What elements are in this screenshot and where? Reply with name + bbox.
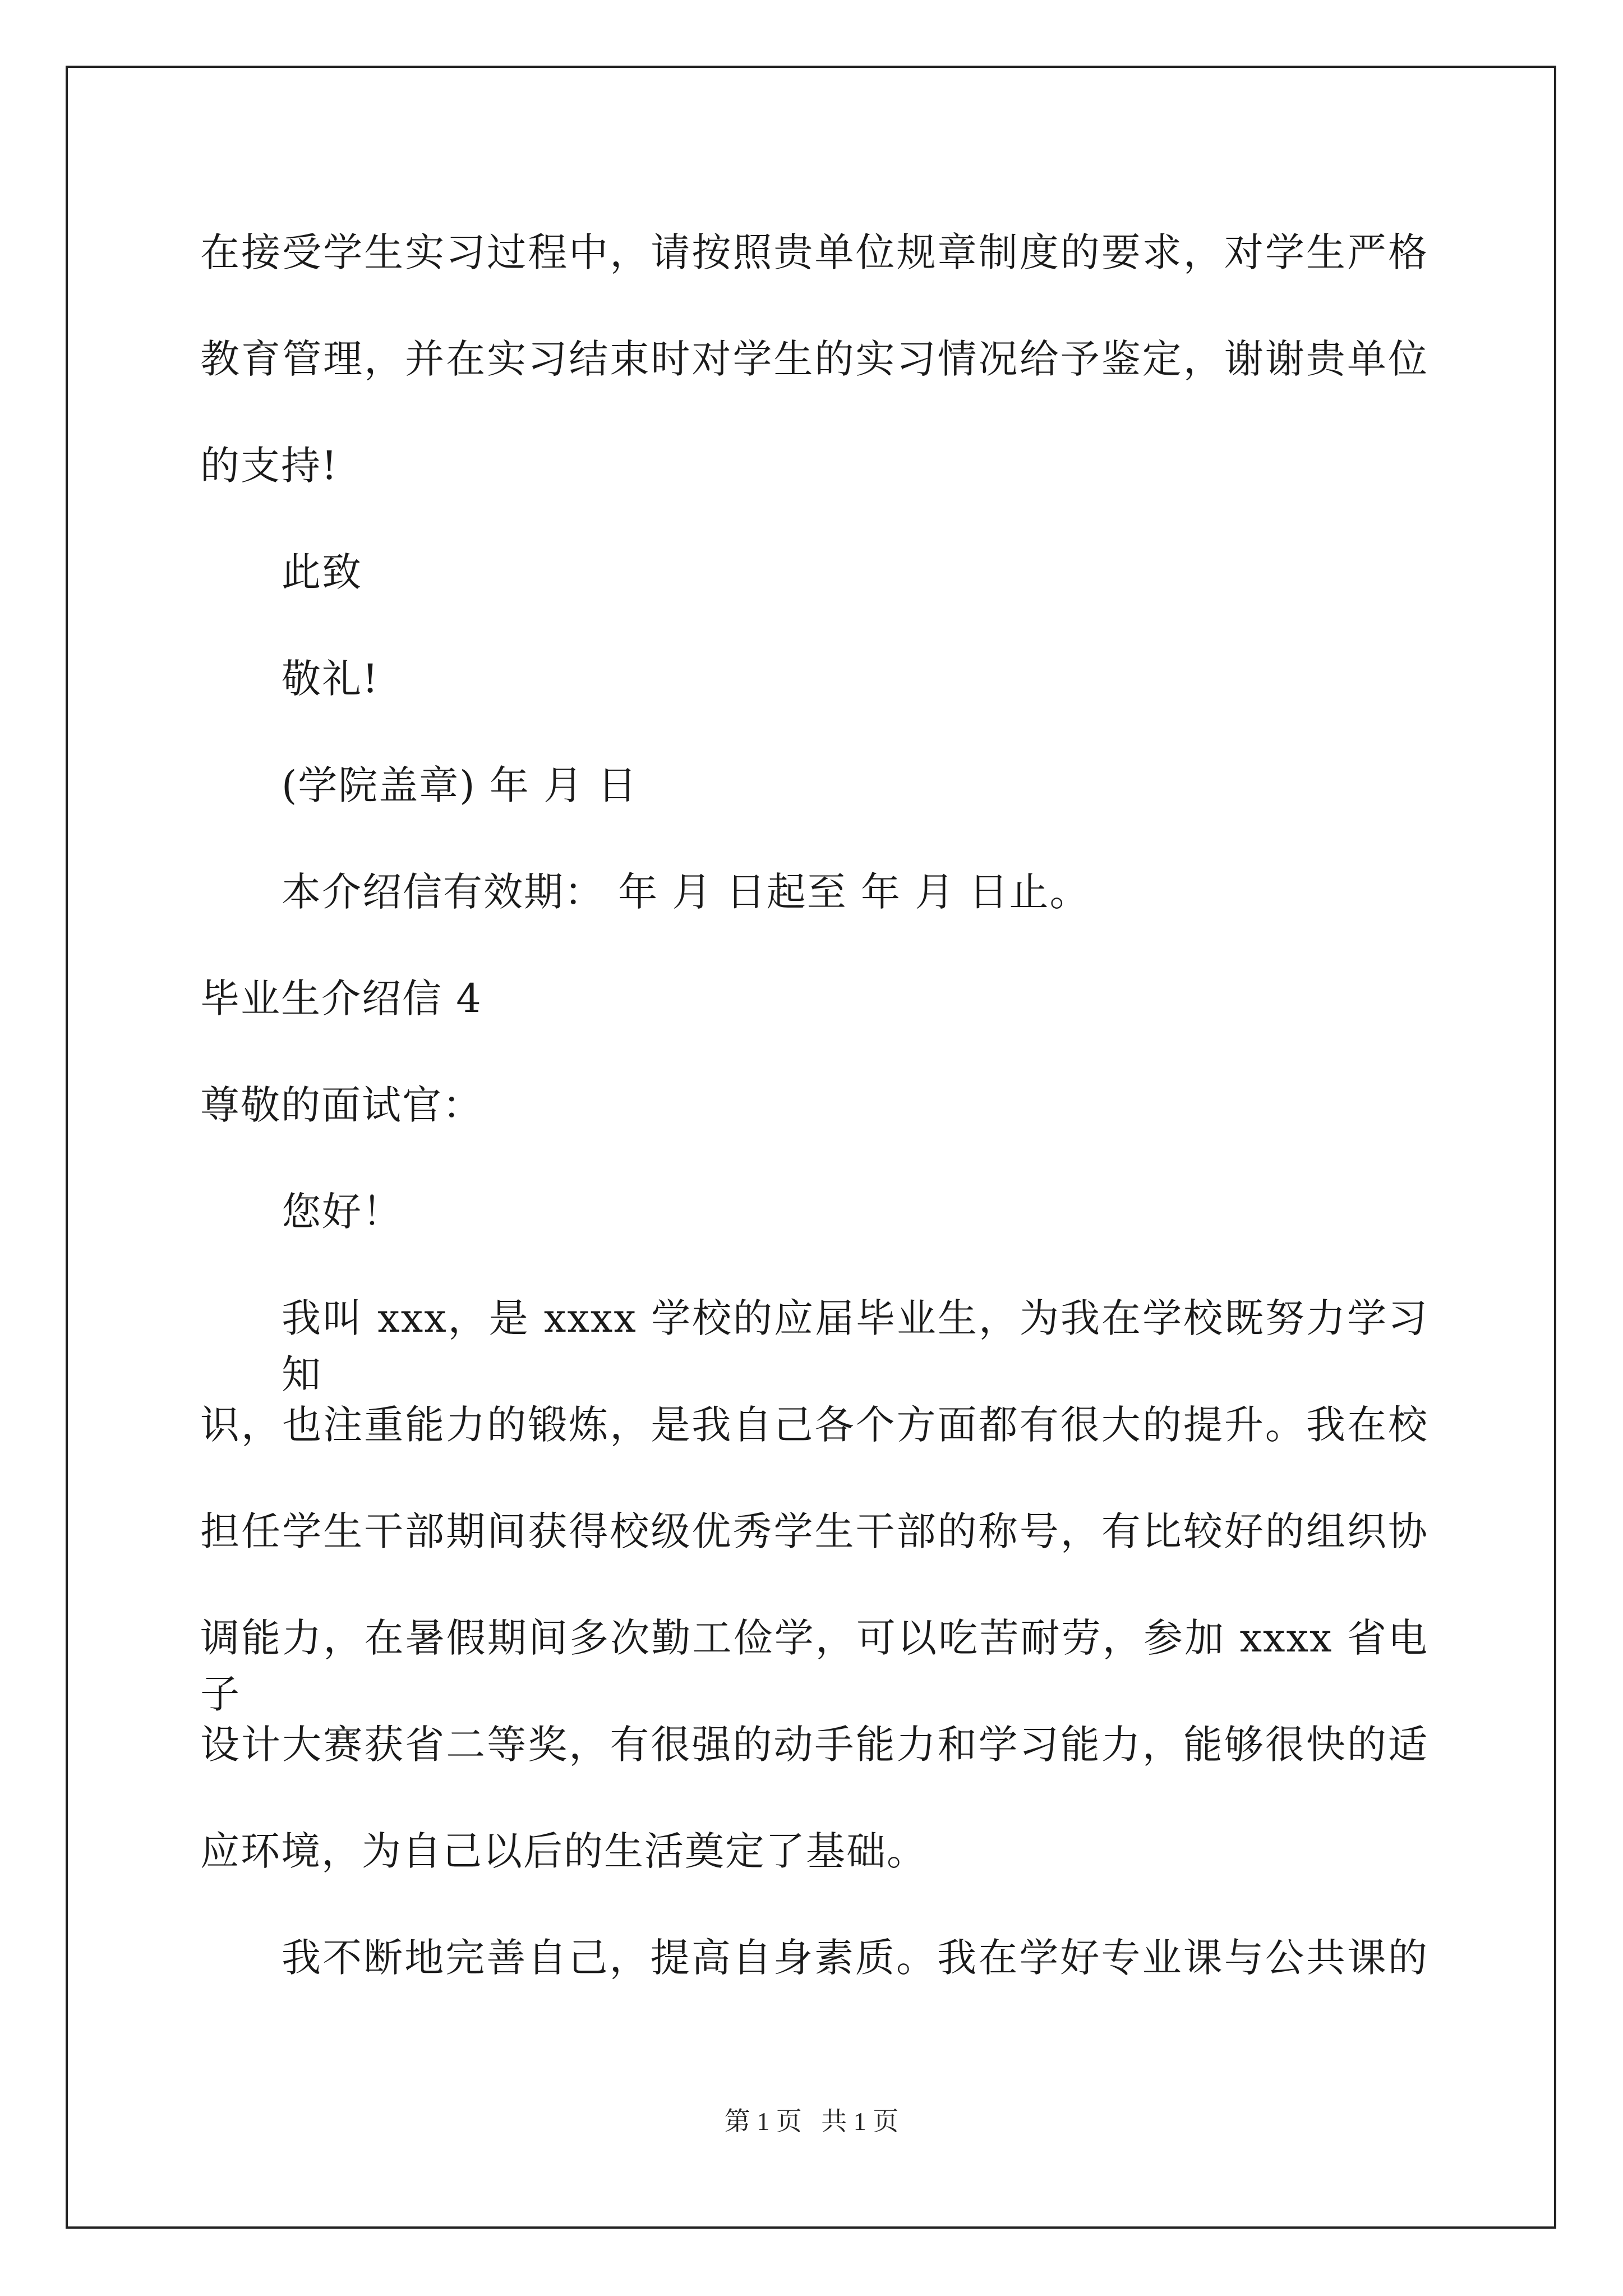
- paragraph-line-4: 我叫 xxx，是 xxxx 学校的应届毕业生，为我在学校既努力学习知: [282, 1295, 1428, 1397]
- paragraph-line-7: 调能力，在暑假期间多次勤工俭学，可以吃苦耐劳，参加 xxxx 省电子: [200, 1615, 1428, 1717]
- greeting-recipient: 尊敬的面试官：: [200, 1082, 483, 1128]
- paragraph-line-1: 在接受学生实习过程中，请按照贵单位规章制度的要求，对学生严格: [200, 229, 1428, 275]
- greeting-hello: 您好！: [282, 1189, 403, 1235]
- closing-salutation: 此致: [282, 549, 362, 595]
- paragraph-line-5: 识，也注重能力的锻炼，是我自己各个方面都有很大的提升。我在校: [200, 1402, 1428, 1448]
- paragraph-line-9: 应环境，为自己以后的生活奠定了基础。: [200, 1828, 927, 1874]
- paragraph-line-2: 教育管理，并在实习结束时对学生的实习情况给予鉴定，谢谢贵单位: [200, 336, 1428, 382]
- page-number-footer: 第 1 页 共 1 页: [724, 2107, 899, 2136]
- paragraph-line-3: 的支持!: [200, 443, 339, 489]
- closing-regards: 敬礼!: [282, 656, 380, 702]
- paragraph-line-10: 我不断地完善自己，提高自身素质。我在学好专业课与公共课的: [282, 1935, 1428, 1981]
- validity-line: 本介绍信有效期： 年 月 日起至 年 月 日止。: [282, 869, 1090, 915]
- paragraph-line-8: 设计大赛获省二等奖，有很强的动手能力和学习能力，能够很快的适: [200, 1722, 1428, 1768]
- section-heading: 毕业生介绍信 4: [200, 976, 482, 1022]
- paragraph-line-6: 担任学生干部期间获得校级优秀学生干部的称号，有比较好的组织协: [200, 1508, 1428, 1554]
- page-border: [66, 66, 1556, 2229]
- seal-date-line: (学院盖章) 年 月 日: [282, 762, 638, 808]
